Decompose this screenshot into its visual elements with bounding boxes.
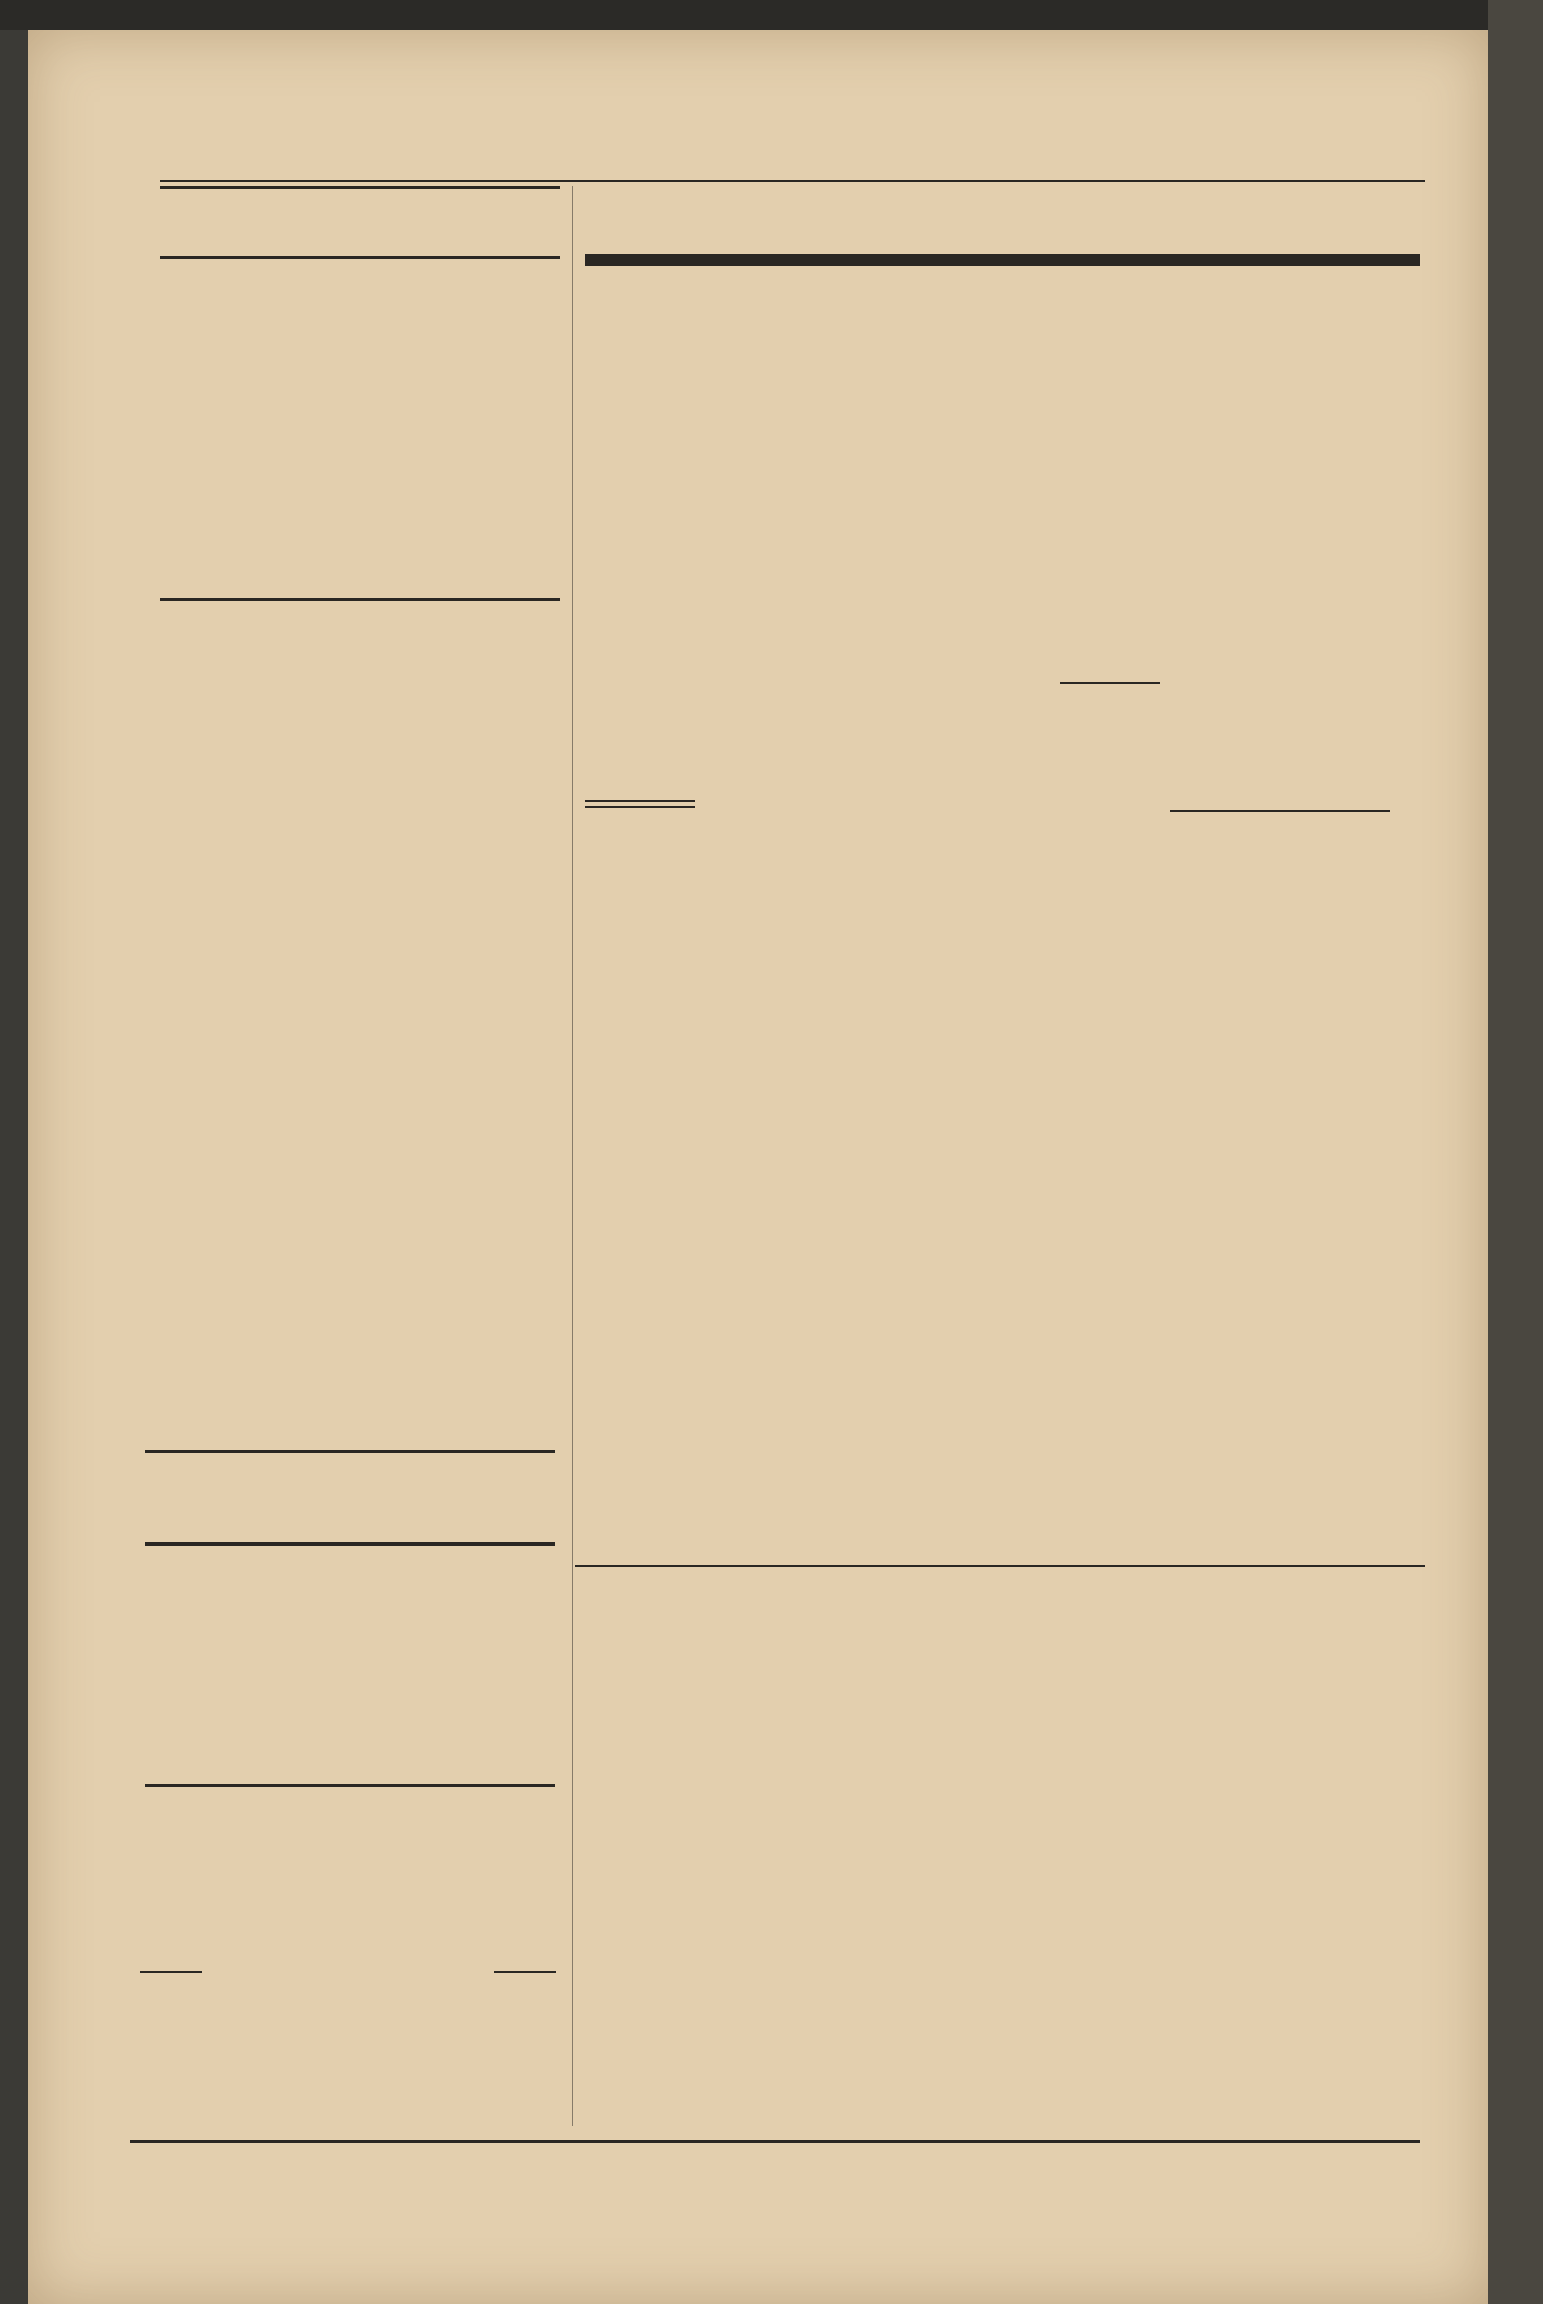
rule xyxy=(160,186,560,189)
rule-thick xyxy=(585,254,1420,266)
footer-rule xyxy=(130,2140,1420,2143)
rule xyxy=(1060,682,1160,684)
table-row xyxy=(585,604,1425,628)
table-row xyxy=(585,556,1425,580)
rule xyxy=(575,1565,1425,1567)
rule xyxy=(160,598,560,601)
newspaper-page xyxy=(28,30,1488,2304)
scan-right-edge xyxy=(1488,0,1543,2304)
table-row xyxy=(585,652,1425,676)
rule xyxy=(145,1784,555,1787)
table-row xyxy=(585,628,1425,652)
table-row xyxy=(585,508,1425,532)
rule xyxy=(1170,810,1390,812)
table-row xyxy=(585,412,1425,436)
rule xyxy=(494,1971,556,1973)
aktywa-table xyxy=(585,412,1425,676)
rule xyxy=(145,1450,555,1453)
scan-top-edge xyxy=(0,0,1543,30)
header-rule xyxy=(160,180,1425,182)
rule xyxy=(145,1542,555,1546)
table-row xyxy=(585,460,1425,484)
rule xyxy=(160,256,560,259)
table-row xyxy=(585,484,1425,508)
table-row xyxy=(585,580,1425,604)
table-row xyxy=(585,436,1425,460)
table-row xyxy=(585,532,1425,556)
rule xyxy=(585,806,695,808)
column-divider xyxy=(572,186,573,2126)
rule xyxy=(585,800,695,802)
rule xyxy=(140,1971,202,1973)
